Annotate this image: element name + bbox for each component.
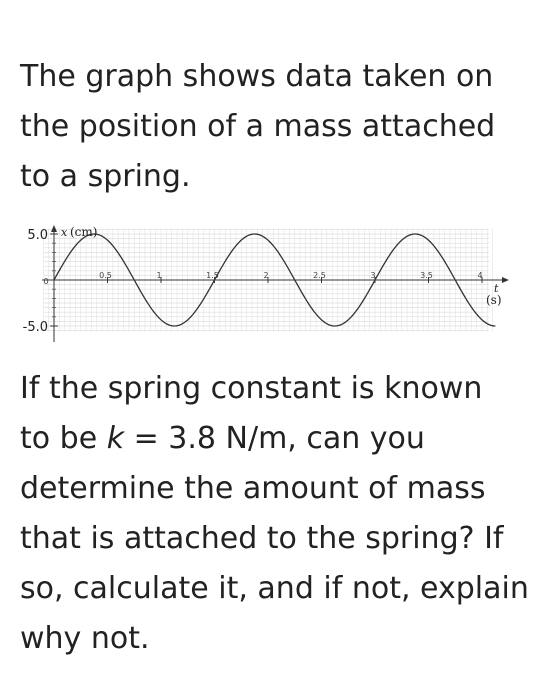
y-tick-label: 5.0 bbox=[27, 228, 48, 243]
spring-constant-symbol: k bbox=[106, 421, 125, 456]
problem-question bbox=[20, 364, 535, 664]
question-line-2 bbox=[20, 414, 535, 464]
x-tick-label: 0 bbox=[43, 277, 49, 286]
x-tick-label: 3.5 bbox=[420, 271, 433, 280]
intro-line-3: to a spring. bbox=[20, 159, 191, 194]
x-axis-variable: t bbox=[494, 282, 499, 295]
y-axis-unit: (cm) bbox=[70, 225, 98, 239]
x-tick-label: 1 bbox=[156, 271, 162, 280]
intro-line-2: the position of a mass attached bbox=[20, 109, 496, 144]
position-time-graph bbox=[14, 222, 514, 347]
question-line-5: so, calculate it, and if not, explain bbox=[20, 571, 529, 606]
problem-intro bbox=[20, 52, 530, 202]
x-tick-label: 1.5 bbox=[206, 271, 219, 280]
question-line-4: that is attached to the spring? If bbox=[20, 521, 504, 556]
y-axis-variable: x bbox=[61, 226, 68, 239]
question-line-6: why not. bbox=[20, 621, 150, 656]
question-line-3: determine the amount of mass bbox=[20, 471, 486, 506]
question-line-1: If the spring constant is known bbox=[20, 371, 483, 406]
x-axis-unit: (s) bbox=[486, 293, 502, 307]
question-line-2-end: = 3.8 N/m, can you bbox=[124, 421, 425, 456]
y-tick-label: -5.0 bbox=[22, 320, 48, 335]
x-tick-label: 3 bbox=[370, 271, 376, 280]
intro-line-1: The graph shows data taken on bbox=[20, 59, 494, 94]
x-tick-label: 2 bbox=[263, 271, 269, 280]
x-tick-label: 0.5 bbox=[99, 271, 112, 280]
y-axis-arrow bbox=[51, 225, 57, 232]
question-line-2-start: to be bbox=[20, 421, 107, 456]
x-tick-label: 2.5 bbox=[313, 271, 326, 280]
x-tick-label: 4 bbox=[477, 271, 483, 280]
x-axis-arrow bbox=[502, 277, 509, 283]
